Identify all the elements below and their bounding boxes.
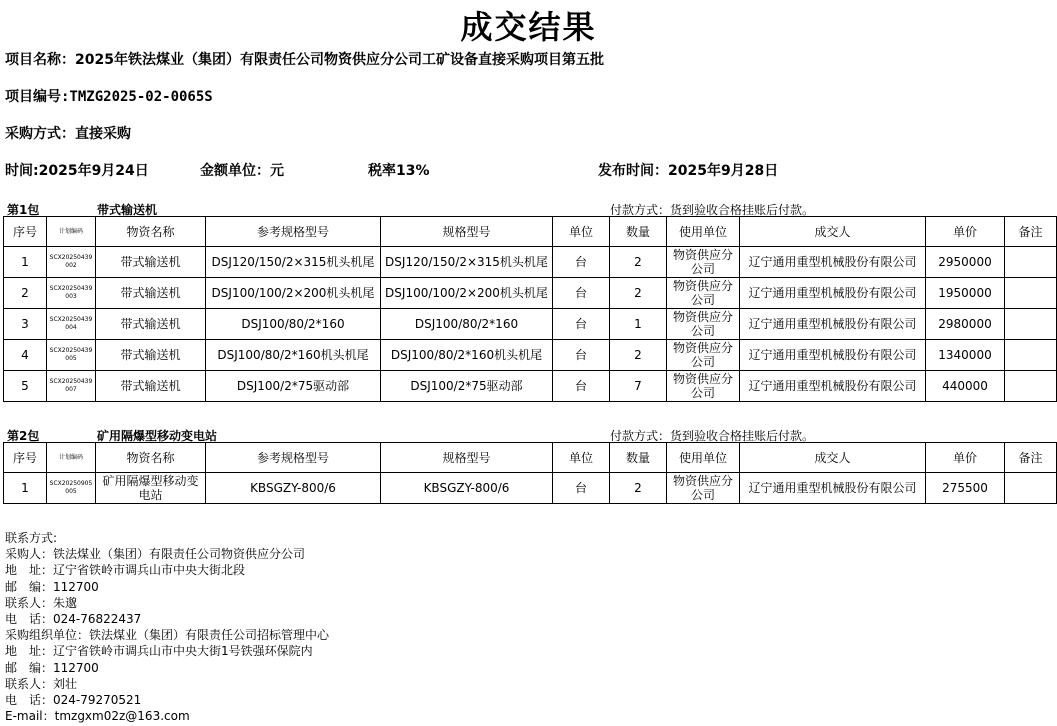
cell-note bbox=[1005, 340, 1057, 371]
contact-block bbox=[5, 530, 329, 724]
cell-user: 物资供应分公司 bbox=[667, 473, 740, 504]
cell-spec: DSJ100/2*75驱动部 bbox=[381, 371, 553, 402]
contact-email[interactable]: E-mail：tmzgxm02z@163.com bbox=[5, 709, 190, 724]
cell-unit: 台 bbox=[553, 340, 610, 371]
header-code: 计划编码 bbox=[47, 443, 96, 473]
cell-unit: 台 bbox=[553, 371, 610, 402]
table-row bbox=[4, 371, 1057, 402]
cell-item: 矿用隔爆型移动变电站 bbox=[96, 473, 206, 504]
table-row bbox=[4, 278, 1057, 309]
package-1-label: 第1包 bbox=[7, 203, 40, 217]
cell-item: 带式输送机 bbox=[96, 247, 206, 278]
cell-code: SCX20250439 002 bbox=[47, 247, 96, 278]
cell-spec: KBSGZY-800/6 bbox=[381, 473, 553, 504]
cell-vendor: 辽宁通用重型机械股份有限公司 bbox=[740, 371, 926, 402]
header-ref-spec: 参考规格型号 bbox=[206, 217, 381, 247]
cell-note bbox=[1005, 371, 1057, 402]
cell-qty: 2 bbox=[610, 247, 667, 278]
package-2-payment: 付款方式：货到验收合格挂账后付款。 bbox=[610, 429, 815, 443]
header-note: 备注 bbox=[1005, 217, 1057, 247]
cell-vendor: 辽宁通用重型机械股份有限公司 bbox=[740, 278, 926, 309]
cell-qty: 2 bbox=[610, 278, 667, 309]
contact-heading: 联系方式: bbox=[5, 531, 58, 545]
currency-unit: 金额单位：元 bbox=[200, 163, 284, 179]
header-user: 使用单位 bbox=[667, 217, 740, 247]
cell-unit: 台 bbox=[553, 473, 610, 504]
cell-price: 440000 bbox=[926, 371, 1005, 402]
header-vendor: 成交人 bbox=[740, 217, 926, 247]
tax-rate: 税率13% bbox=[368, 163, 430, 179]
contact-purchaser-person: 联系人：朱邈 bbox=[5, 595, 78, 610]
cell-code: SCX20250439 007 bbox=[47, 371, 96, 402]
cell-no: 4 bbox=[4, 340, 47, 371]
cell-no: 1 bbox=[4, 473, 47, 504]
cell-price: 275500 bbox=[926, 473, 1005, 504]
table-header-row bbox=[4, 217, 1057, 247]
header-unit: 单位 bbox=[553, 443, 610, 473]
contact-organizer-postcode: 邮 编：112700 bbox=[5, 660, 99, 675]
contact-organizer-phone: 电 话：024-79270521 bbox=[5, 693, 142, 708]
contact-organizer-person: 联系人：刘壮 bbox=[5, 676, 78, 691]
cell-ref-spec: KBSGZY-800/6 bbox=[206, 473, 381, 504]
cell-unit: 台 bbox=[553, 278, 610, 309]
cell-vendor: 辽宁通用重型机械股份有限公司 bbox=[740, 309, 926, 340]
publish-date: 发布时间：2025年9月28日 bbox=[598, 163, 779, 179]
cell-vendor: 辽宁通用重型机械股份有限公司 bbox=[740, 473, 926, 504]
cell-spec: DSJ120/150/2×315机头机尾 bbox=[381, 247, 553, 278]
cell-user: 物资供应分公司 bbox=[667, 309, 740, 340]
project-name: 项目名称：2025年铁法煤业（集团）有限责任公司物资供应分公司工矿设备直接采购项目第五批 bbox=[5, 52, 604, 68]
cell-price: 2950000 bbox=[926, 247, 1005, 278]
cell-ref-spec: DSJ120/150/2×315机头机尾 bbox=[206, 247, 381, 278]
cell-user: 物资供应分公司 bbox=[667, 247, 740, 278]
cell-no: 2 bbox=[4, 278, 47, 309]
cell-user: 物资供应分公司 bbox=[667, 278, 740, 309]
contact-organizer-address: 地 址：辽宁省铁岭市调兵山市中央大街1号铁强环保院内 bbox=[5, 644, 313, 659]
date-field: 时间:2025年9月24日 bbox=[5, 163, 149, 179]
cell-price: 1340000 bbox=[926, 340, 1005, 371]
header-ref-spec: 参考规格型号 bbox=[206, 443, 381, 473]
package-1-table bbox=[3, 216, 1057, 402]
cell-price: 2980000 bbox=[926, 309, 1005, 340]
header-spec: 规格型号 bbox=[381, 443, 553, 473]
header-note: 备注 bbox=[1005, 443, 1057, 473]
cell-code: SCX20250439 003 bbox=[47, 278, 96, 309]
header-unit: 单位 bbox=[553, 217, 610, 247]
cell-user: 物资供应分公司 bbox=[667, 371, 740, 402]
cell-no: 5 bbox=[4, 371, 47, 402]
cell-price: 1950000 bbox=[926, 278, 1005, 309]
header-spec: 规格型号 bbox=[381, 217, 553, 247]
table-row bbox=[4, 340, 1057, 371]
page-title: 成交结果 bbox=[460, 8, 597, 46]
package-1-payment: 付款方式：货到验收合格挂账后付款。 bbox=[610, 203, 815, 217]
cell-no: 3 bbox=[4, 309, 47, 340]
header-item: 物资名称 bbox=[96, 217, 206, 247]
package-1-name: 带式输送机 bbox=[97, 203, 158, 217]
cell-item: 带式输送机 bbox=[96, 340, 206, 371]
cell-item: 带式输送机 bbox=[96, 371, 206, 402]
cell-code: SCX20250439 005 bbox=[47, 340, 96, 371]
header-code: 计划编码 bbox=[47, 217, 96, 247]
cell-item: 带式输送机 bbox=[96, 278, 206, 309]
table-row bbox=[4, 309, 1057, 340]
contact-purchaser-phone: 电 话：024-76822437 bbox=[5, 612, 142, 627]
contact-purchaser-address: 地 址：辽宁省铁岭市调兵山市中央大街北段 bbox=[5, 563, 246, 578]
contact-purchaser: 采购人：铁法煤业（集团）有限责任公司物资供应分公司 bbox=[5, 547, 306, 562]
cell-qty: 2 bbox=[610, 340, 667, 371]
table-header-row bbox=[4, 443, 1057, 473]
header-vendor: 成交人 bbox=[740, 443, 926, 473]
cell-ref-spec: DSJ100/2*75驱动部 bbox=[206, 371, 381, 402]
cell-ref-spec: DSJ100/80/2*160 bbox=[206, 309, 381, 340]
package-2-label: 第2包 bbox=[7, 429, 40, 443]
header-price: 单价 bbox=[926, 443, 1005, 473]
cell-item: 带式输送机 bbox=[96, 309, 206, 340]
contact-purchaser-postcode: 邮 编：112700 bbox=[5, 579, 99, 594]
cell-qty: 2 bbox=[610, 473, 667, 504]
header-no: 序号 bbox=[4, 217, 47, 247]
cell-code: SCX20250905 005 bbox=[47, 473, 96, 504]
header-no: 序号 bbox=[4, 443, 47, 473]
cell-qty: 1 bbox=[610, 309, 667, 340]
cell-qty: 7 bbox=[610, 371, 667, 402]
header-item: 物资名称 bbox=[96, 443, 206, 473]
cell-vendor: 辽宁通用重型机械股份有限公司 bbox=[740, 340, 926, 371]
table-row bbox=[4, 473, 1057, 504]
cell-ref-spec: DSJ100/80/2*160机头机尾 bbox=[206, 340, 381, 371]
cell-note bbox=[1005, 473, 1057, 504]
cell-ref-spec: DSJ100/100/2×200机头机尾 bbox=[206, 278, 381, 309]
header-qty: 数量 bbox=[610, 443, 667, 473]
cell-no: 1 bbox=[4, 247, 47, 278]
header-user: 使用单位 bbox=[667, 443, 740, 473]
package-2-name: 矿用隔爆型移动变电站 bbox=[97, 429, 218, 443]
cell-note bbox=[1005, 309, 1057, 340]
cell-user: 物资供应分公司 bbox=[667, 340, 740, 371]
procurement-method: 采购方式：直接采购 bbox=[5, 126, 131, 142]
package-2-table bbox=[3, 442, 1057, 504]
contact-organizer: 采购组织单位：铁法煤业（集团）有限责任公司招标管理中心 bbox=[5, 628, 330, 643]
cell-note bbox=[1005, 278, 1057, 309]
cell-note bbox=[1005, 247, 1057, 278]
header-qty: 数量 bbox=[610, 217, 667, 247]
cell-spec: DSJ100/80/2*160机头机尾 bbox=[381, 340, 553, 371]
cell-vendor: 辽宁通用重型机械股份有限公司 bbox=[740, 247, 926, 278]
cell-unit: 台 bbox=[553, 309, 610, 340]
cell-code: SCX20250439 004 bbox=[47, 309, 96, 340]
cell-unit: 台 bbox=[553, 247, 610, 278]
cell-spec: DSJ100/100/2×200机头机尾 bbox=[381, 278, 553, 309]
header-price: 单价 bbox=[926, 217, 1005, 247]
table-row bbox=[4, 247, 1057, 278]
cell-spec: DSJ100/80/2*160 bbox=[381, 309, 553, 340]
project-number: 项目编号:TMZG2025-02-0065S bbox=[5, 89, 213, 105]
